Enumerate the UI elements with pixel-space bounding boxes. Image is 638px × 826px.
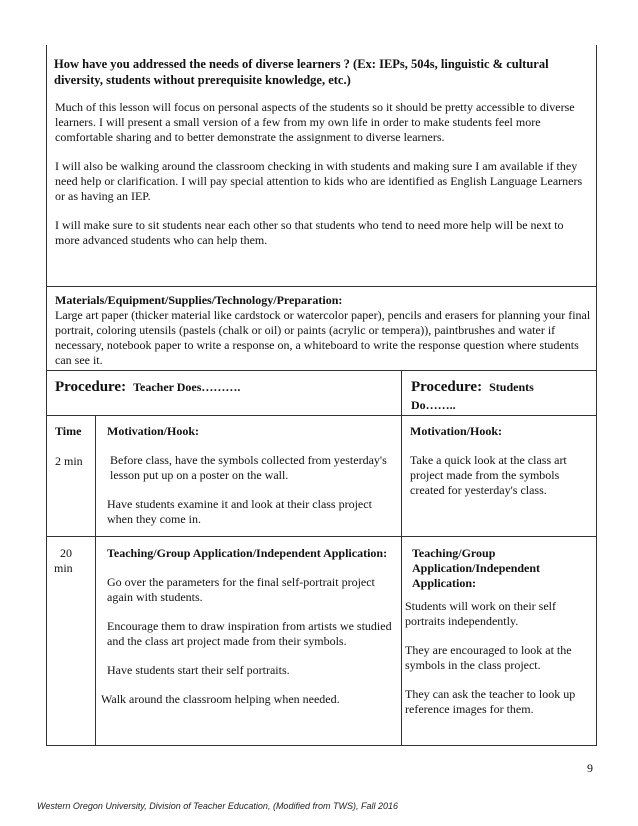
- student-step: Take a quick look at the class art project made from the symbols created for yesterday's class.: [410, 453, 567, 497]
- divider-row-2: [46, 536, 597, 537]
- procedure-student-header: [411, 378, 591, 414]
- row-1-teacher-cell: [107, 424, 393, 527]
- teacher-step: Encourage them to draw inspiration from artists we studied and the class art project made from their symbols.: [107, 619, 392, 648]
- row-2-time: [54, 546, 92, 576]
- diverse-learners-question: How have you addressed the needs of diverse learners ? (Ex: IEPs, 504s, linguistic & cultural diversity, students without prerequisite knowledge, etc.): [54, 57, 549, 87]
- row-1-teacher-heading: Motivation/Hook:: [107, 424, 199, 438]
- row-2-time-number: 20: [60, 546, 72, 560]
- table-right-border: [596, 45, 597, 745]
- diverse-learners-response: [55, 100, 591, 248]
- diverse-paragraph: I will make sure to sit students near each other so that students who tend to need more help will be next to more advanced students who can help them.: [55, 218, 564, 247]
- procedure-teacher-label: Procedure:: [55, 379, 127, 395]
- page-number: 9: [587, 761, 593, 775]
- teacher-step: Before class, have the symbols collected from yesterday's lesson put up on a poster on the wall.: [110, 453, 387, 482]
- row-1-time: 2 min: [55, 454, 83, 468]
- row-1-student-cell: [410, 424, 592, 498]
- row-2-teacher-cell: [101, 546, 393, 707]
- procedure-student-sub-1: Students: [489, 380, 534, 394]
- page-footer: Western Oregon University, Division of Teacher Education, (Modified from TWS), Fall 2016: [37, 801, 398, 811]
- materials-body: Large art paper (thicker material like cardstock or watercolor paper), pencils and erasers for planning your final portrait, coloring utensils (pastels (chalk or oil) or paints (acrylic or tempera)), paintbrushes and water if necessary, notebook paper to write a response on, a whiteboard to write the response question where students can see it.: [55, 308, 591, 367]
- column-divider-time: [95, 415, 96, 745]
- row-2-student-cell: [405, 546, 592, 717]
- row-2-time-unit: min: [54, 561, 73, 575]
- divider-row-1: [46, 415, 597, 416]
- row-2-student-heading: Teaching/Group Application/Independent Application:: [412, 546, 541, 590]
- teacher-step: Have students examine it and look at their class project when they come in.: [107, 497, 372, 526]
- diverse-paragraph: Much of this lesson will focus on personal aspects of the students so it should be pretty accessible to diverse learners. I will present a small version of a few from my own life in order to make students feel more comfortable sharing and to better demonstrate the assignment to diverse learners.: [55, 100, 575, 144]
- materials-heading: Materials/Equipment/Supplies/Technology/Preparation:: [55, 293, 343, 307]
- divider-materials: [46, 286, 597, 287]
- row-2-teacher-heading: Teaching/Group Application/Independent Application:: [107, 546, 388, 560]
- diverse-paragraph: I will also be walking around the classroom checking in with students and making sure I am available if they need help or clarification. I will pay special attention to kids who are identified as English Language Learners or as having an IEP.: [55, 159, 583, 203]
- student-step: They can ask the teacher to look up reference images for them.: [405, 687, 576, 716]
- teacher-step: Go over the parameters for the final self-portrait project again with students.: [107, 575, 375, 604]
- teacher-step: Have students start their self portraits.: [107, 663, 290, 677]
- procedure-student-label: Procedure:: [411, 379, 483, 395]
- table-bottom-border: [46, 745, 597, 746]
- student-step: Students will work on their self portraits independently.: [405, 599, 556, 628]
- time-column-label: Time: [55, 424, 82, 438]
- procedure-teacher-sub: Teacher Does……….: [133, 380, 241, 394]
- procedure-teacher-header: [55, 378, 395, 396]
- row-1-student-heading: Motivation/Hook:: [410, 424, 502, 438]
- teacher-step: Walk around the classroom helping when needed.: [101, 692, 340, 706]
- divider-procedure-header: [46, 370, 597, 371]
- column-divider-student: [401, 370, 402, 745]
- table-left-border: [46, 45, 47, 745]
- student-step: They are encouraged to look at the symbols in the class project.: [405, 643, 572, 672]
- procedure-student-sub-2: Do……..: [411, 398, 456, 412]
